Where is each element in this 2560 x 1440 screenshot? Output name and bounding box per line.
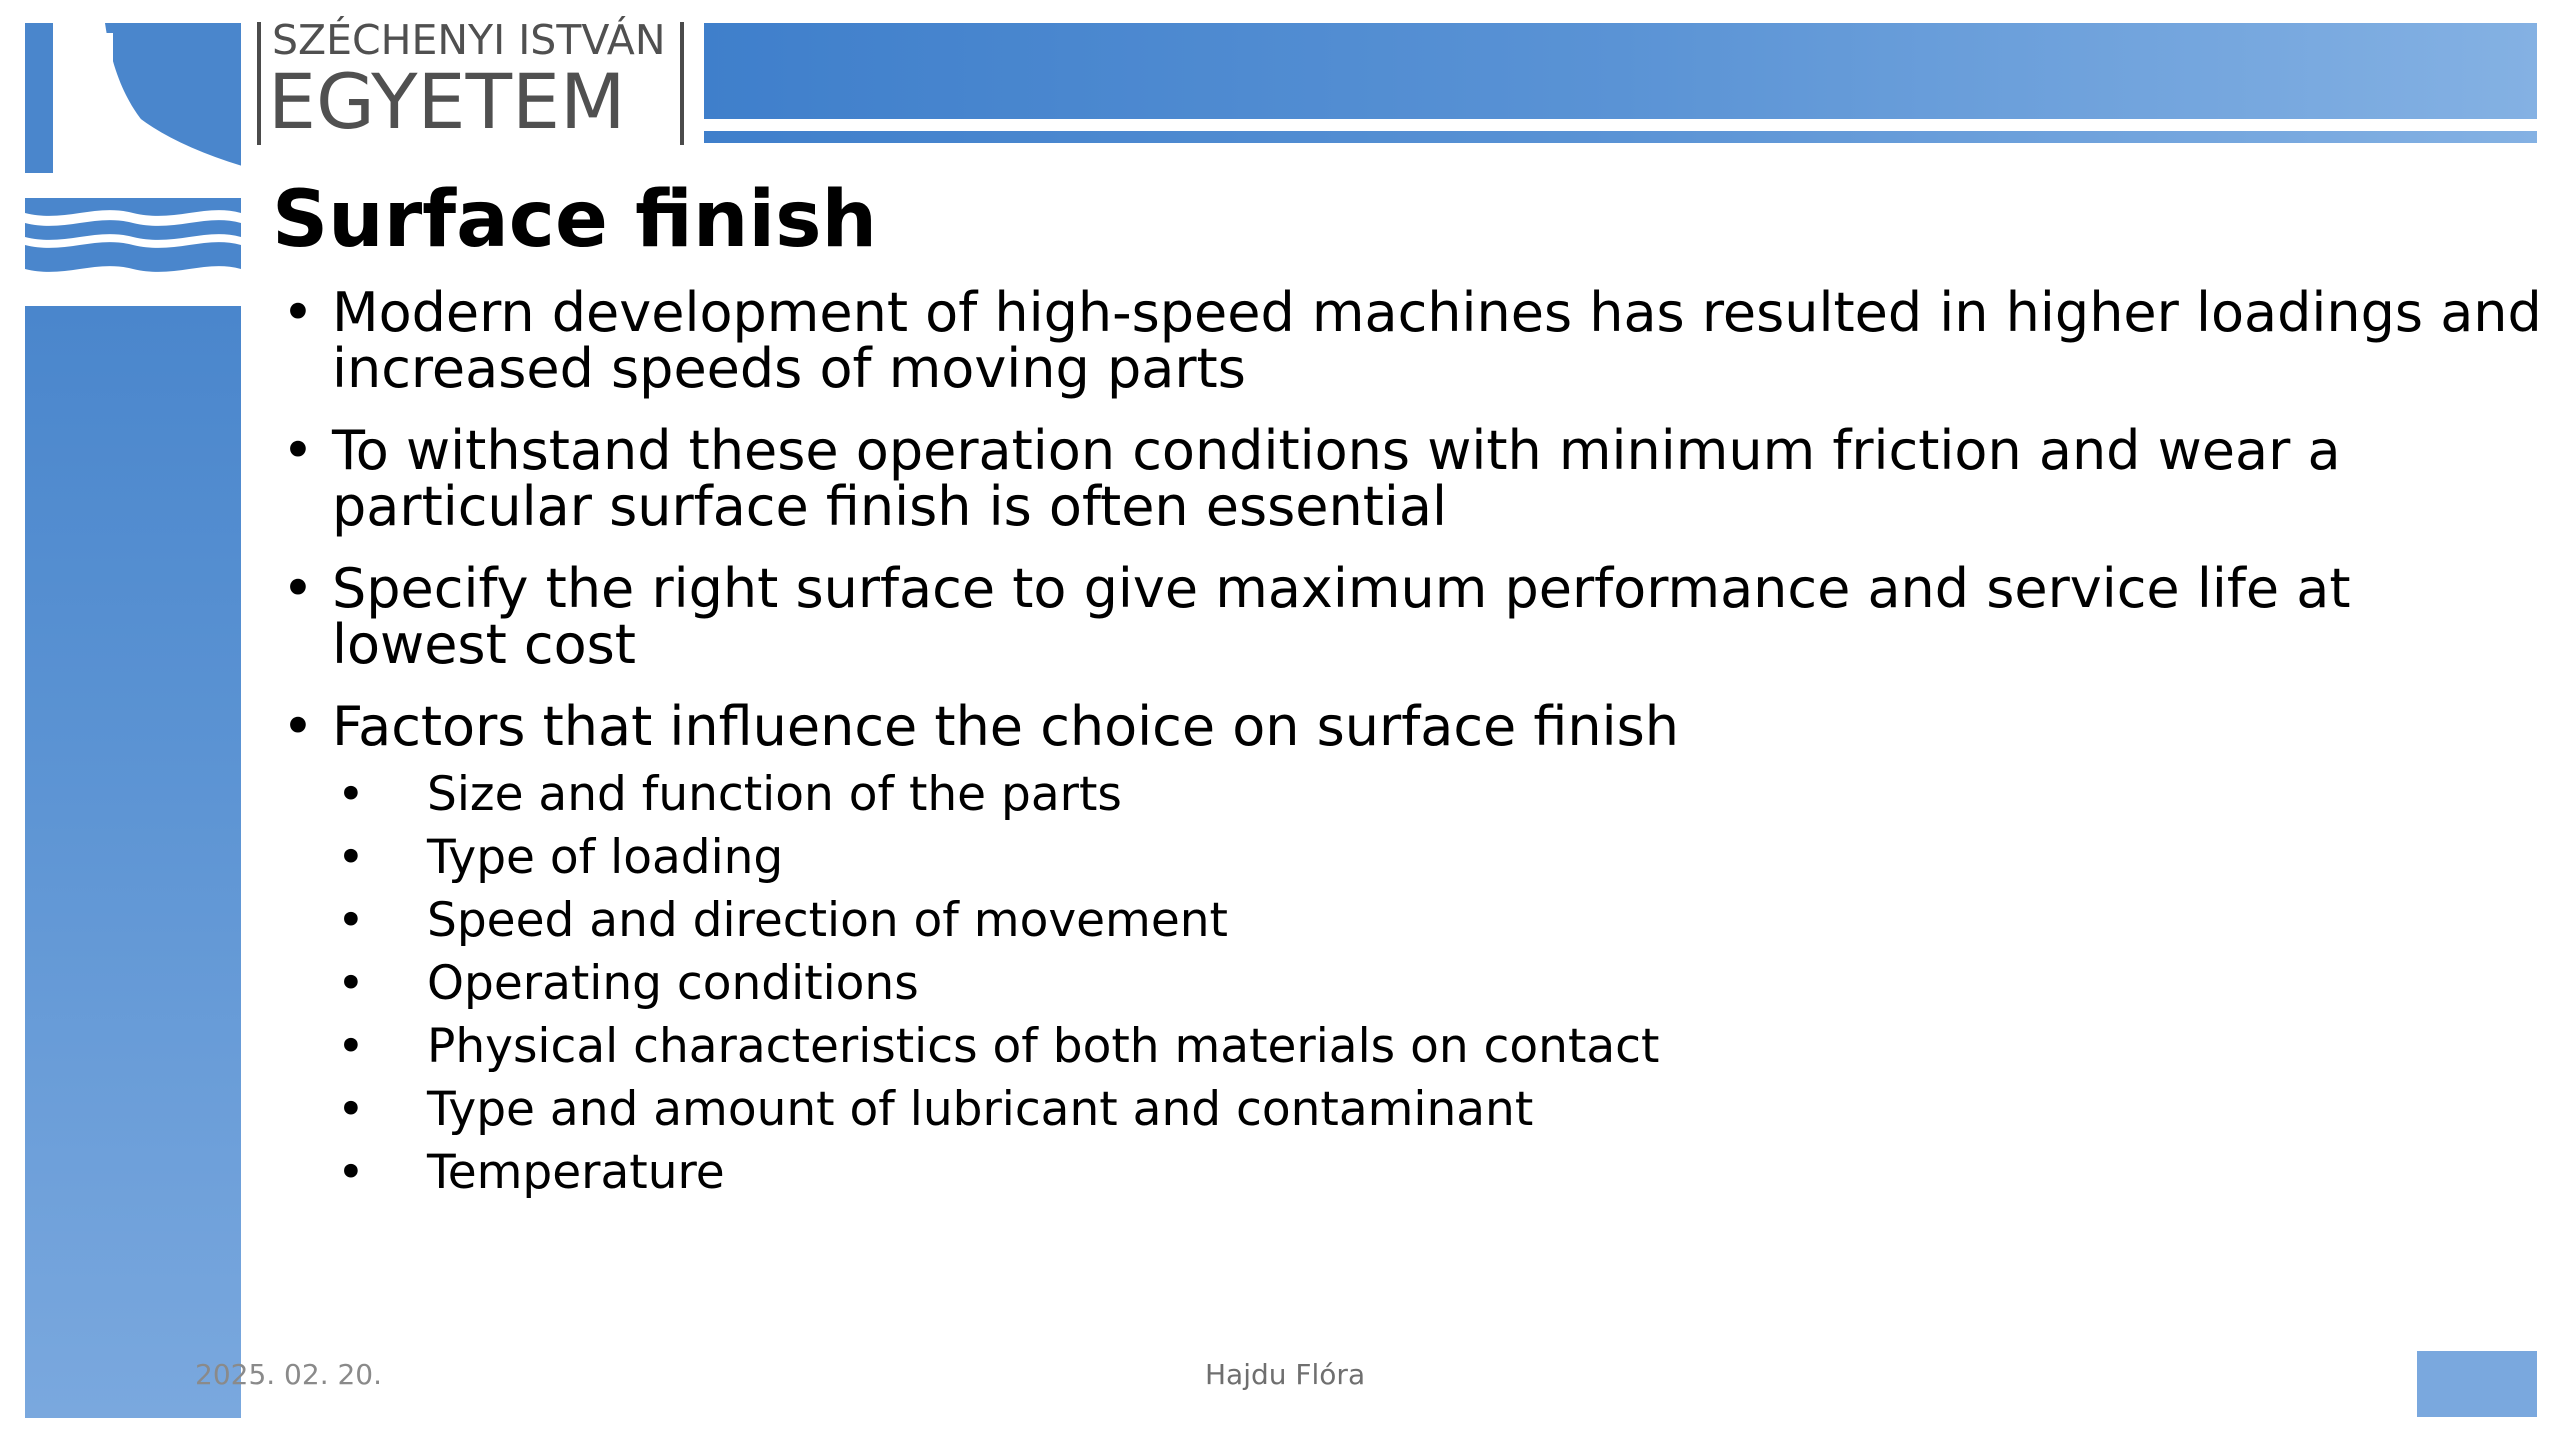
footer-author: Hajdu Flóra [1205, 1358, 1366, 1391]
bullet-item: • Specify the right surface to give maximum performance and service life at lowest cost [272, 561, 2542, 673]
left-accent-bar [25, 306, 241, 1418]
sub-bullet-item: • Speed and direction of movement [332, 889, 2542, 952]
bridge-waves-logo-icon [25, 23, 241, 281]
logo-university-word: EGYETEM [268, 57, 626, 146]
bullet-item: • Modern development of high-speed machines has resulted in higher loadings and increased speeds of moving parts [272, 285, 2542, 397]
sub-bullet-item: • Type of loading [332, 826, 2542, 889]
slide-title: Surface finish [272, 175, 878, 265]
bullet-item-with-subitems [272, 695, 2542, 1204]
bullet-item-text: Factors that influence the choice on surface finish [332, 695, 1679, 758]
sub-bullet-item: • Temperature [332, 1141, 2542, 1204]
logo-divider [257, 22, 261, 145]
slide-content [272, 281, 2542, 1230]
sub-bullet-item: • Size and function of the parts [332, 763, 2542, 826]
sub-bullet-list [332, 763, 2542, 1204]
sub-bullet-item: • Operating conditions [332, 952, 2542, 1015]
header-banner [704, 23, 2537, 119]
sub-bullet-item: • Type and amount of lubricant and contaminant [332, 1078, 2542, 1141]
logo-university-name: SZÉCHENYI ISTVÁN [272, 16, 666, 64]
sub-bullet-item: • Physical characteristics of both materials on contact [332, 1015, 2542, 1078]
bullet-list [272, 281, 2542, 1204]
slide-number-box [2417, 1351, 2537, 1417]
header-banner-line [704, 131, 2537, 143]
footer-date: 2025. 02. 20. [195, 1358, 383, 1391]
logo-divider [680, 22, 684, 145]
bullet-item: • To withstand these operation conditions with minimum friction and wear a particular surface finish is often essential [272, 423, 2542, 535]
